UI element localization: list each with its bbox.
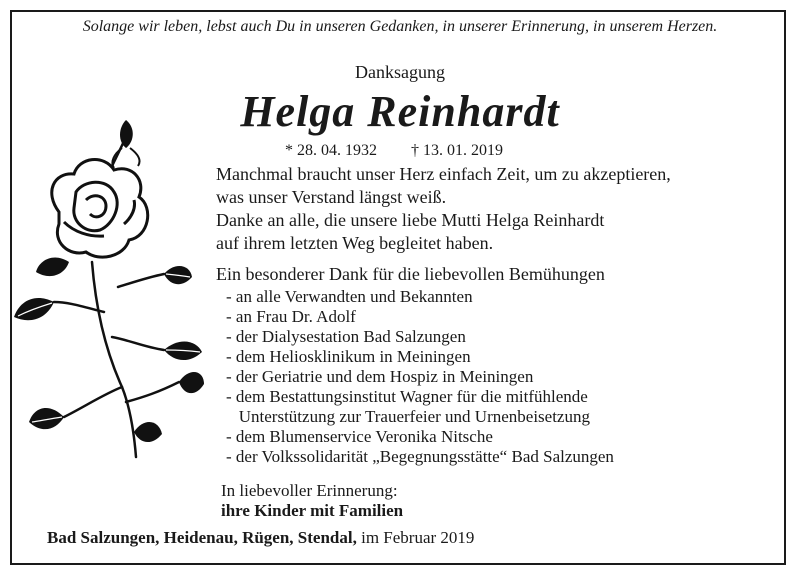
closing-text: In liebevoller Erinnerung:: [221, 481, 398, 500]
life-dates: [285, 142, 503, 160]
date-line: im Februar 2019: [356, 528, 475, 547]
place-date: [47, 528, 474, 548]
places: Bad Salzungen, Heidenau, Rügen, Stendal,: [47, 528, 357, 547]
deceased-name: Helga Reinhardt: [240, 87, 560, 136]
list-item: - der Volkssolidarität „Begegnungsstätte“ Bad Salzungen: [226, 447, 614, 466]
thanks-list: [226, 287, 786, 467]
closing: [221, 481, 403, 521]
list-item: - dem Blumenservice Veronika Nitsche: [226, 427, 493, 446]
intro-line: Manchmal braucht unser Herz einfach Zeit, um zu akzeptieren,: [216, 164, 671, 184]
list-item: - an alle Verwandten und Bekannten: [226, 287, 473, 306]
list-item: - dem Heliosklinikum in Meiningen: [226, 347, 471, 366]
thanks-text: [216, 163, 776, 286]
thanks-intro: Ein besonderer Dank für die liebevollen Bemühungen: [216, 264, 605, 284]
list-item: Unterstützung zur Trauerfeier und Urnenbeisetzung: [226, 407, 590, 426]
intro-line: Danke an alle, die unsere liebe Mutti Helga Reinhardt: [216, 210, 605, 230]
death-date: † 13. 01. 2019: [411, 142, 503, 159]
birth-date: * 28. 04. 1932: [285, 142, 377, 159]
signers: ihre Kinder mit Familien: [221, 501, 404, 520]
motto: Solange wir leben, lebst auch Du in unseren Gedanken, in unserer Erinnerung, in unserem Herzen.: [82, 18, 718, 35]
intro-line: auf ihrem letzten Weg begleitet haben.: [216, 233, 494, 253]
intro-line: was unser Verstand längst weiß.: [216, 187, 447, 207]
rose-icon: [14, 112, 204, 467]
list-item: - dem Bestattungsinstitut Wagner für die mitfühlende: [226, 387, 588, 406]
list-item: - an Frau Dr. Adolf: [226, 307, 356, 326]
list-item: - der Dialysestation Bad Salzungen: [226, 327, 466, 346]
list-item: - der Geriatrie und dem Hospiz in Meiningen: [226, 367, 534, 386]
heading: Danksagung: [355, 62, 445, 82]
